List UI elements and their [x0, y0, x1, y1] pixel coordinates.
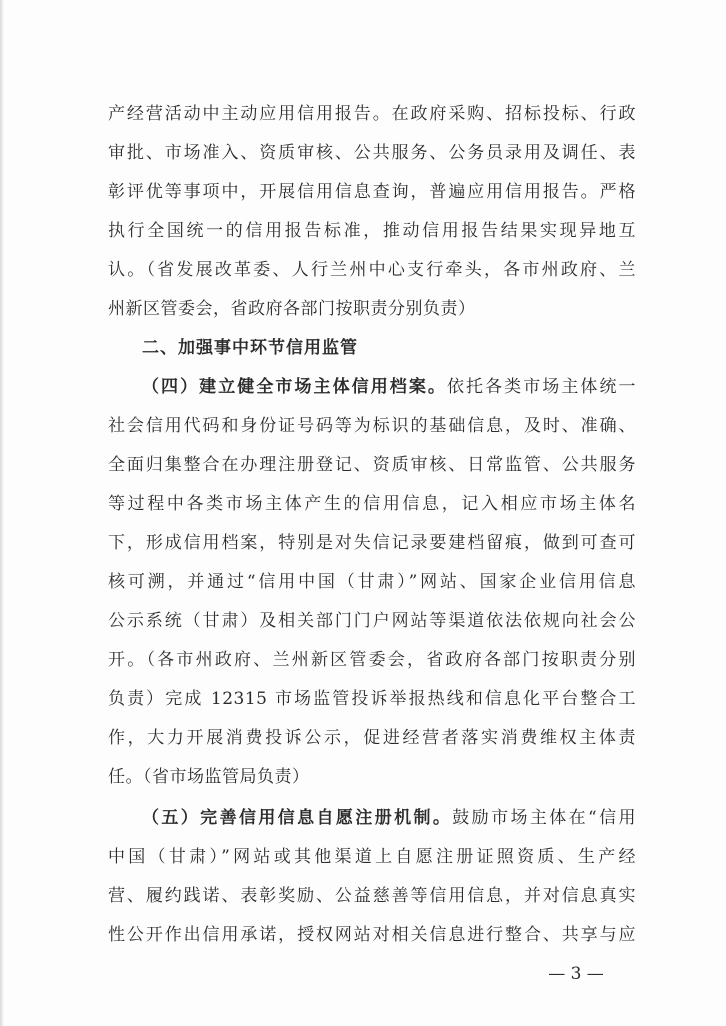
paragraph-lead: （五）完善信用信息自愿注册机制。 — [142, 808, 453, 828]
body-line: 认。（省发展改革委、人行兰州中心支行牵头，各市州政府、兰 — [108, 260, 636, 280]
body-line: 下，形成信用档案，特别是对失信记录要建档留痕，做到可查可 — [108, 533, 636, 553]
body-line: 彰评优等事项中，开展信用信息查询，普遍应用信用报告。严格 — [108, 182, 636, 202]
body-line: 中国（甘肃）”网站或其他渠道上自愿注册证照资质、生产经 — [108, 847, 636, 867]
body-line: 产经营活动中主动应用信用报告。在政府采购、招标投标、行政 — [108, 104, 636, 124]
body-line: 全面归集整合在办理注册登记、资质审核、日常监管、公共服务 — [108, 455, 636, 475]
section-heading: 二、加强事中环节信用监管 — [142, 338, 358, 358]
body-line: 核可溯，并通过“信用中国（甘肃）”网站、国家企业信用信息 — [108, 572, 636, 592]
body-line: 州新区管委会，省政府各部门按职责分别负责） — [108, 299, 476, 319]
body-line: 性公开作出信用承诺，授权网站对相关信息进行整合、共享与应 — [108, 925, 636, 945]
paragraph-first-line — [142, 806, 636, 830]
body-line: 开。（各市州政府、兰州新区管委会，省政府各部门按职责分别 — [108, 650, 636, 670]
scan-edge-shadow — [0, 0, 4, 1026]
paragraph-first-line — [142, 375, 636, 399]
body-line: 任。（省市场监管局负责） — [108, 767, 310, 787]
body-line: 作，大力开展消费投诉公示，促进经营者落实消费维权主体责 — [108, 728, 636, 748]
body-line: 等过程中各类市场主体产生的信用信息，记入相应市场主体名 — [108, 494, 636, 514]
body-line: 社会信用代码和身份证号码等为标识的基础信息，及时、准确、 — [108, 416, 636, 436]
body-line: 营、履约践诺、表彰奖励、公益慈善等信用信息，并对信息真实 — [108, 886, 636, 906]
body-line: 公示系统（甘肃）及相关部门门户网站等渠道依法依规向社会公 — [108, 611, 636, 631]
paragraph-lead: （四）建立健全市场主体信用档案。 — [142, 377, 447, 397]
page-number: — 3 — — [548, 964, 604, 984]
body-line: 审批、市场准入、资质审核、公共服务、公务员录用及调任、表 — [108, 143, 636, 163]
paragraph-text: 依托各类市场主体统一 — [446, 377, 637, 397]
paragraph-text: 鼓励市场主体在“信用 — [452, 808, 636, 828]
body-line: 负责）完成 12315 市场监管投诉举报热线和信息化平台整合工 — [108, 689, 636, 709]
body-line: 执行全国统一的信用报告标准，推动信用报告结果实现异地互 — [108, 221, 636, 241]
